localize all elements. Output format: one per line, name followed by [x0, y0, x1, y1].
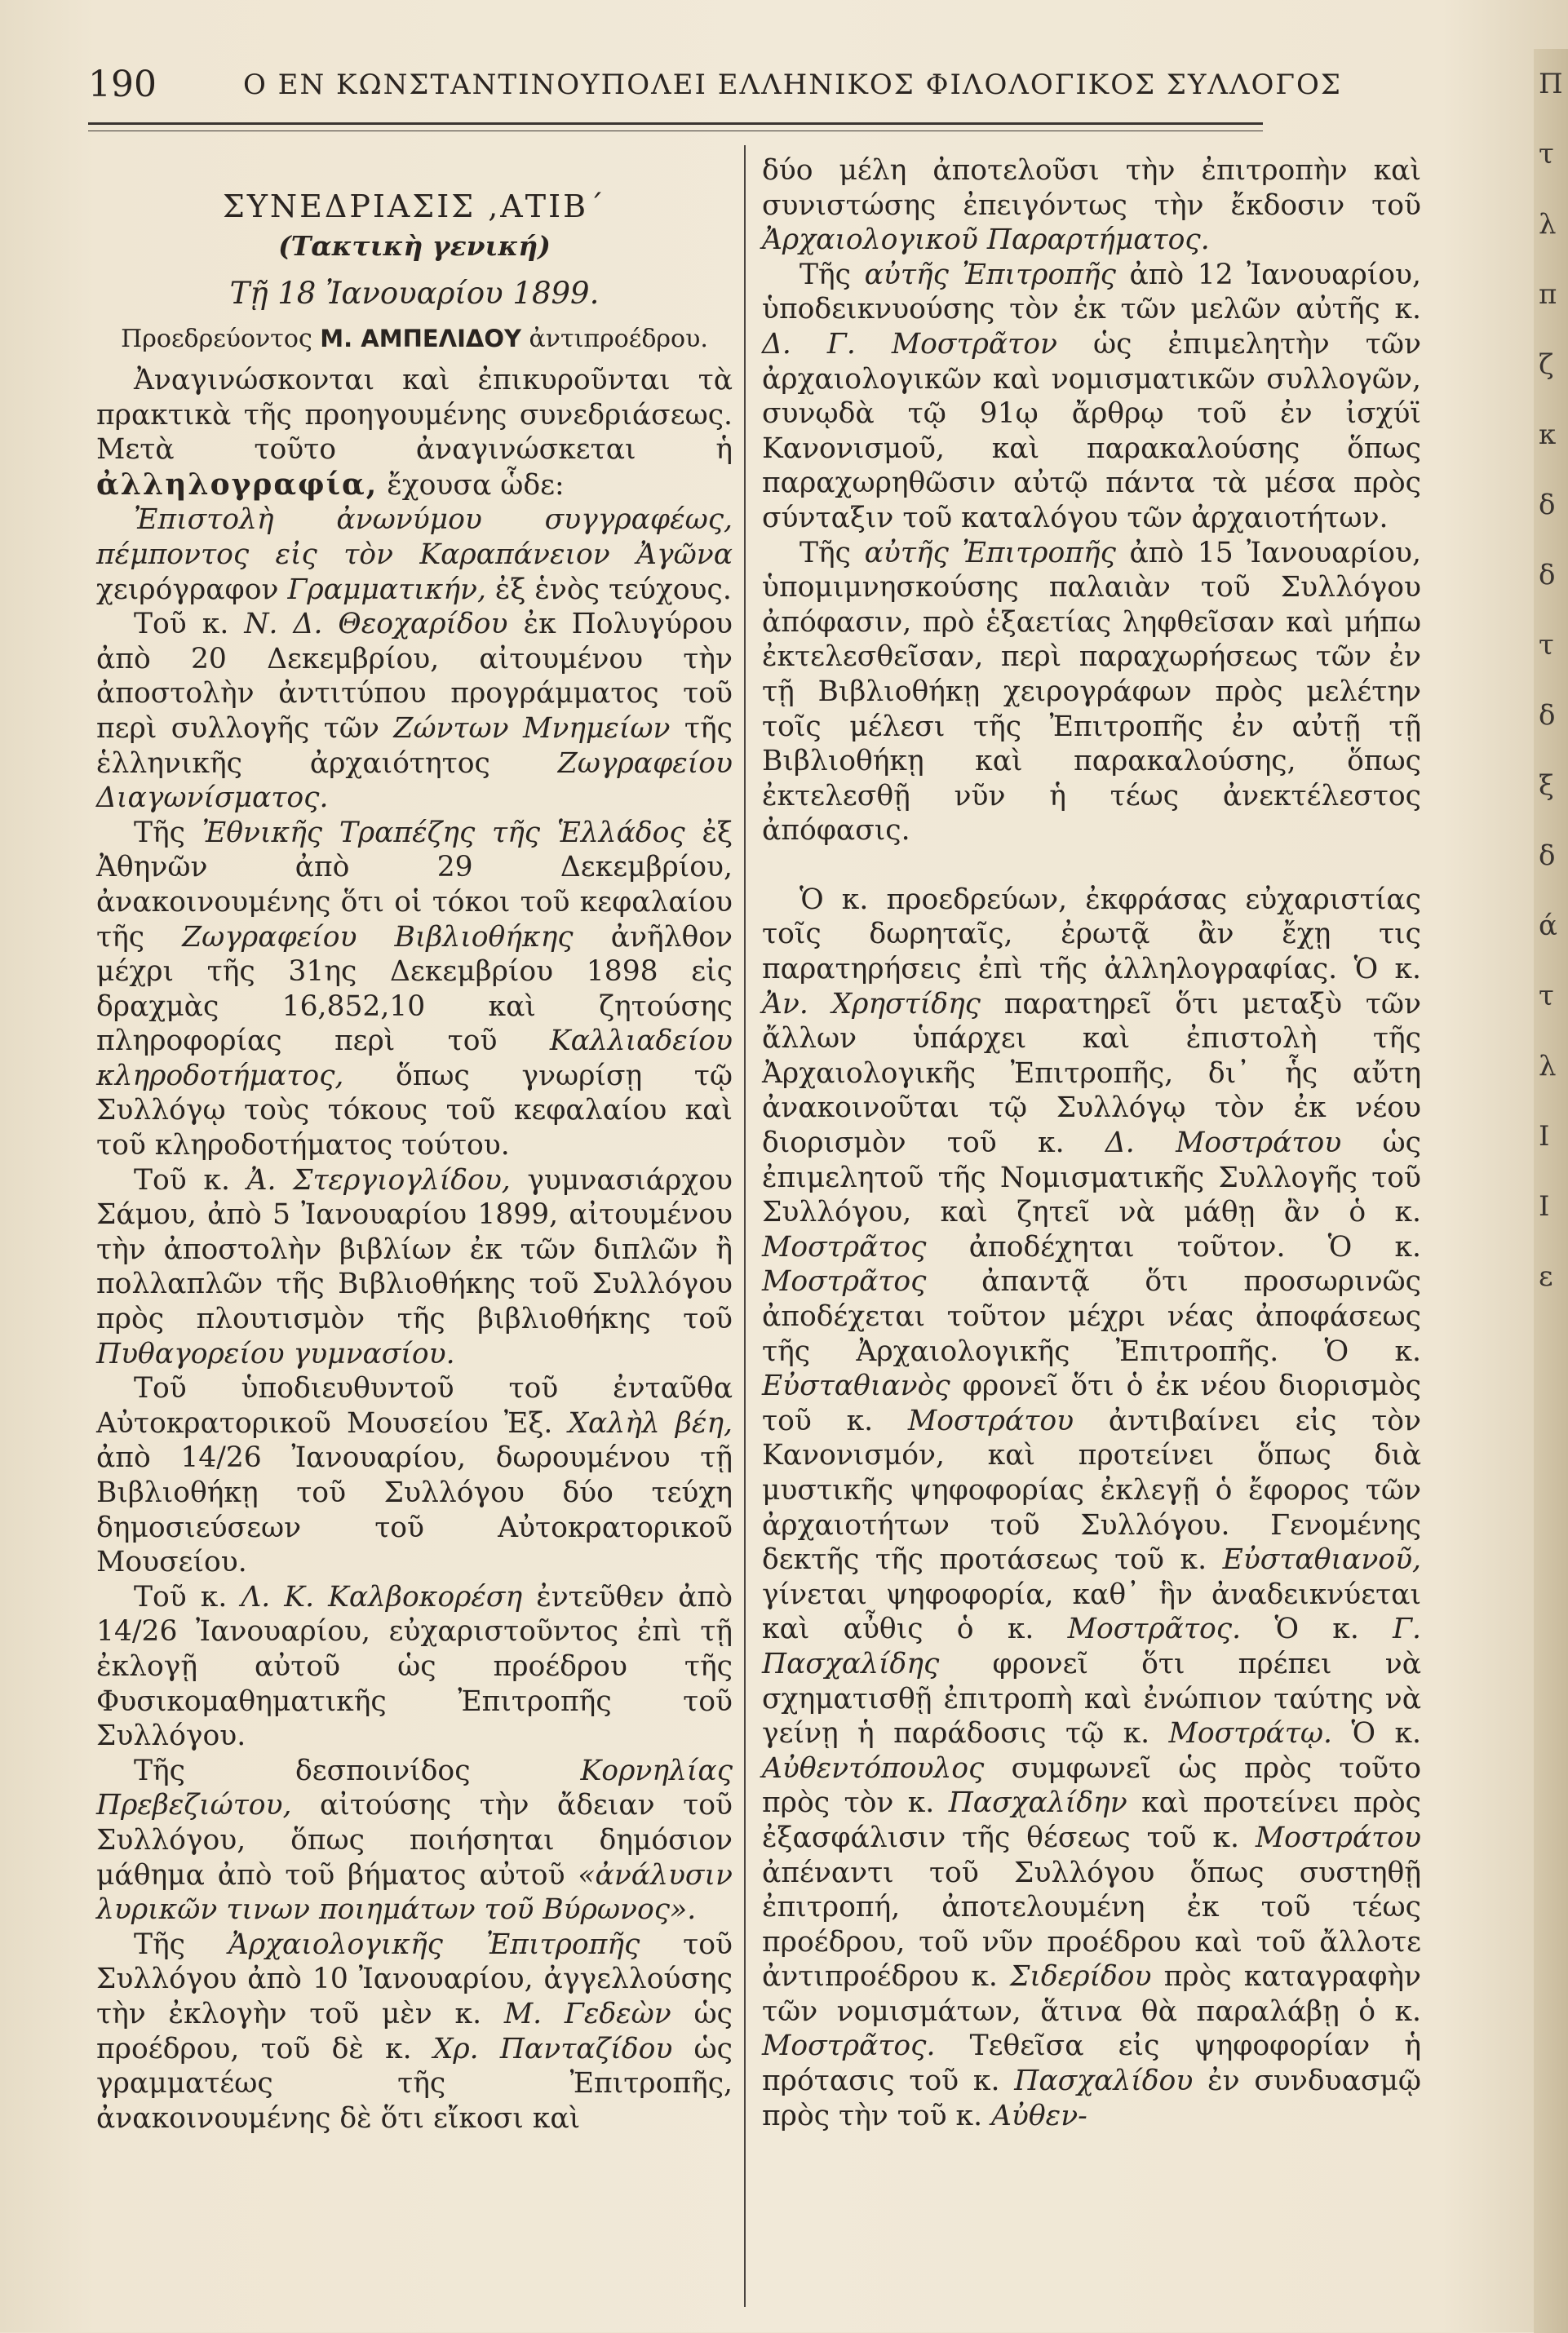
paragraph-letter-6 — [96, 1580, 733, 1754]
text: Τῆς — [800, 258, 852, 291]
text: ὡς προέδρου, τοῦ δὲ κ. — [96, 1997, 733, 2065]
text: παρατηρεῖ ὅτι μεταξὺ τῶν ἄλλων ὑπάρχει καὶ ἐπιστολὴ τῆς Ἀρχαιολογικῆς Ἐπιτροπῆς, δι᾿ ἧς αὔτη ἀνακοινοῦται τῷ Συλλόγῳ τὸν ἐκ νέου διορισμὸν τοῦ κ. — [762, 987, 1422, 1160]
edge-glyph: Ι — [1539, 1190, 1550, 1223]
facing-page-edge — [1534, 49, 1568, 2333]
italic-text: Ἀρχαιολογικοῦ Παραρτήματος. — [762, 224, 1210, 257]
paragraph-discussion — [762, 883, 1421, 2133]
paragraph-continued — [762, 153, 1421, 258]
italic-text: Λ. Κ. Καλβοκορέση — [241, 1580, 523, 1614]
paragraph-letter-10 — [762, 536, 1421, 848]
italic-text: Αὐθεντόπουλος — [762, 1751, 985, 1785]
italic-text: Εὐσταθιανὸς — [762, 1370, 950, 1403]
italic-text: Μοστράτου — [907, 1404, 1074, 1437]
paragraph-letter-3 — [96, 816, 733, 1163]
edge-glyph: π — [1539, 278, 1557, 311]
italic-text: Μοστρᾶτος — [762, 1265, 927, 1299]
text: ἀνῆλθον μέχρι τῆς 31ης Δεκεμβρίου 1898 εἰς δραχμὰς 16,852,10 καὶ ζητούσης πληροφορίας περὶ τοῦ — [96, 920, 733, 1058]
italic-text: «ἀνάλυσιν λυρικῶν τινων ποιημάτων τοῦ Βύρωνος». — [96, 1858, 733, 1927]
presiding-pre: Προεδρεύοντος — [121, 325, 312, 353]
paragraph-letter-1 — [96, 502, 733, 607]
session-subheading: (Τακτικὴ γενική) — [278, 230, 551, 262]
edge-glyph: Π — [1539, 68, 1563, 100]
italic-text: Εὐσταθιανοῦ, — [1222, 1543, 1422, 1577]
right-column — [762, 153, 1421, 2133]
text: ἀπὸ 12 Ἰανουαρίου, ὑποδεικνυούσης τὸν ἐκ τῶν μελῶν αὐτῆς κ. — [762, 258, 1421, 326]
edge-glyph: τ — [1539, 980, 1554, 1012]
edge-glyph: Ι — [1539, 1120, 1550, 1153]
edge-glyph: ε — [1539, 1260, 1553, 1293]
italic-text: Χρ. Πανταζίδου — [432, 2032, 673, 2065]
paragraph-letter-5 — [96, 1371, 733, 1580]
text: Τῆς — [800, 536, 852, 569]
text: ἀπὸ 14/26 Ἰανουαρίου, δωρουμένου τῇ Βιβλιοθήκῃ τοῦ Συλλόγου δύο τεύχη δημοσιεύσεων τοῦ Αὐτοκρατορικοῦ Μουσείου. — [96, 1441, 733, 1579]
text: ἀπὸ 15 Ἰανουαρίου, ὑπομιμνησκούσης παλαιὰν τοῦ Συλλόγου ἀπόφασιν, πρὸ ἑξαετίας ληφθεῖσαν καὶ μήπω ἐκτελεσθεῖσαν, περὶ παραχωρήσεως τῶν ἐν τῇ Βιβλιοθήκῃ χειρογράφων πρὸς μελέτην τοῖς μέλεσι τῆς Ἐπιτροπῆς ἐν αὐτῇ τῇ Βιβλιοθήκῃ καὶ παρακαλούσης, ὅπως ἐκτελεσθῇ νῦν ἡ τέως ἀνεκτέλεστος ἀπόφασις. — [762, 536, 1421, 848]
text: ἀποδέχηται τοῦτον. Ὁ κ. — [968, 1230, 1422, 1264]
running-title: Ο ΕΝ ΚΩΝΣΤΑΝΤΙΝΟΥΠΟΛΕΙ ΕΛΛΗΝΙΚΟΣ ΦΙΛΟΛΟΓΙΚΟΣ ΣΥΛΛΟΓΟΣ — [243, 69, 1342, 101]
italic-text: Χαλὴλ βέη, — [568, 1406, 733, 1440]
text: καὶ προτείνει πρὸς ἐξασφάλισιν τῆς θέσεως τοῦ κ. — [762, 1786, 1421, 1854]
text: φρονεῖ ὅτι ὁ ἐκ νέου διορισμὸς τοῦ κ. — [762, 1370, 1421, 1437]
paragraph-letter-2 — [96, 607, 733, 816]
page-number: 190 — [88, 64, 157, 105]
edge-glyph: κ — [1539, 418, 1557, 451]
text: συμφωνεῖ ὡς πρὸς τοῦτο πρὸς τὸν κ. — [762, 1751, 1421, 1820]
text: δύο μέλη ἀποτελοῦσι τὴν ἐπιτροπὴν καὶ συνιστώσης ἐπειγόντως τὴν ἔκδοσιν τοῦ — [762, 154, 1421, 222]
italic-text: Μοστρᾶτος. — [762, 2030, 936, 2063]
text: Τῆς — [134, 1928, 186, 1961]
text: γυμνασιάρχου Σάμου, ἀπὸ 5 Ἰανουαρίου 1899, αἰτουμένου τὴν ἀποστολὴν βιβλίων ἐκ τῶν διπλῶν ἢ πολλαπλῶν τῆς Βιβλιοθήκης τοῦ Συλλόγου πρὸς πλουτισμὸν τῆς βιβλιοθήκης τοῦ — [96, 1163, 733, 1336]
edge-glyph: τ — [1539, 138, 1554, 170]
italic-text: Δ. Μοστράτου — [1105, 1127, 1342, 1160]
italic-text: Μοστράτου — [1255, 1821, 1422, 1854]
header-rule-thick — [88, 122, 1263, 125]
italic-text: Ἐθνικῆς Τραπέζης τῆς Ἑλλάδος — [202, 816, 685, 849]
column-divider — [744, 145, 746, 2307]
text: ἀντιβαίνει εἰς τὸν Κανονισμόν, καὶ προτείνει ὅπως διὰ μυστικῆς ψηφοφορίας ἐκλεγῇ ὁ ἔφορος τῶν ἀρχαιοτήτων τοῦ Συλλόγου. Γενομένης δεκτῆς τῆς προτάσεως τοῦ κ. — [762, 1404, 1421, 1577]
italic-text: Πασχαλίδην — [948, 1786, 1127, 1820]
italic-text: αὐτῆς Ἐπιτροπῆς — [864, 258, 1116, 291]
text: ἀπέναντι τοῦ Συλλόγου ὅπως συστηθῇ ἐπιτροπή, ἀποτελουμένη ἐκ τοῦ τέως προέδρου, τοῦ νῦν προέδρου καὶ τοῦ ἄλλοτε ἀντιπροέδρου κ. — [762, 1856, 1421, 1994]
italic-text: Μ. Γεδεὼν — [503, 1997, 671, 2030]
text: Τεθεῖσα εἰς ψηφοφορίαν ἡ πρότασις τοῦ κ. — [762, 2030, 1422, 2098]
italic-text: Πυθαγορείου γυμνασίου. — [96, 1337, 455, 1370]
page-header — [88, 64, 1342, 113]
text: τοῦ Συλλόγου ἀπὸ 10 Ἰανουαρίου, ἀγγελλούσης τὴν ἐκλογὴν τοῦ μὲν κ. — [96, 1928, 733, 2030]
text: ἐντεῦθεν ἀπὸ 14/26 Ἰανουαρίου, εὐχαριστοῦντος ἐπὶ τῇ ἐκλογῇ αὐτοῦ ὡς προέδρου τῆς Φυσικομαθηματικῆς Ἐπιτροπῆς τοῦ Συλλόγου. — [96, 1580, 733, 1753]
italic-text: Ἀν. Χρηστίδης — [762, 987, 981, 1020]
text: ἀπαντᾷ ὅτι προσωρινῶς ἀποδέχεται τοῦτον μέχρι νέας ἀποφάσεως τῆς Ἀρχαιολογικῆς Ἐπιτροπῆς. Ὁ κ. — [762, 1265, 1422, 1368]
italic-text: Αὐθεν- — [991, 2099, 1087, 2132]
italic-text: Σιδερίδου — [1010, 1960, 1152, 1994]
text: ὅπως γνωρίσῃ τῷ Συλλόγῳ τοὺς τόκους τοῦ κεφαλαίου καὶ τοῦ κληροδοτήματος τούτου. — [96, 1059, 733, 1162]
edge-glyph: δ — [1539, 699, 1556, 732]
presiding-post: ἀντιπροέδρου. — [529, 325, 708, 353]
edge-glyph: ξ — [1539, 769, 1554, 802]
text: ἐν συνδυασμῷ πρὸς τὴν τοῦ κ. — [762, 2065, 1422, 2132]
text: ὡς γραμματέως τῆς Ἐπιτροπῆς, ἀνακοινουμένης δὲ ὅτι εἴκοσι καὶ — [96, 2032, 733, 2135]
edge-glyph: ζ — [1539, 348, 1554, 381]
text: αἰτούσης τὴν ἄδειαν τοῦ Συλλόγου, ὅπως ποιήσηται δημόσιον μάθημα ἀπὸ τοῦ βήματος αὐτοῦ — [96, 1789, 733, 1892]
text: Τοῦ κ. — [134, 1580, 228, 1614]
italic-text: Μοστρᾶτος — [762, 1230, 927, 1264]
italic-text: Ζώντων Μνημείων — [393, 711, 671, 745]
text: πρὸς καταγραφὴν τῶν νομισμάτων, ἅτινα θὰ παραλάβῃ ὁ κ. — [762, 1960, 1422, 2028]
edge-glyph: ά — [1539, 910, 1557, 942]
italic-text: Δ. Γ. Μοστρᾶτον — [762, 327, 1057, 361]
text: Ὁ κ. προεδρεύων, ἐκφράσας εὐχαριστίας τοῖς δωρηταῖς, ἐρωτᾷ ἂν ἔχῃ τις παρατηρήσεις ἐπὶ τῆς ἀλληλογραφίας. Ὁ κ. — [762, 883, 1421, 986]
left-column — [96, 153, 733, 2136]
italic-text: Ζωγραφείου Διαγωνίσματος. — [96, 746, 733, 815]
text: Τοῦ κ. — [134, 1163, 230, 1197]
italic-text: Κορνηλίας Πρεβεζιώτου, — [96, 1754, 733, 1822]
edge-glyph: δ — [1539, 839, 1556, 872]
italic-text: αὐτῆς Ἐπιτροπῆς — [864, 536, 1116, 569]
text: ἐκ Πολυγύρου ἀπὸ 20 Δεκεμβρίου, αἰτουμένου τὴν ἀποστολὴν ἀντιτύπου προγράμματος τοῦ περὶ συλλογῆς τῶν — [96, 608, 733, 745]
text: ἔχουσα ὧδε: — [387, 468, 565, 502]
italic-text: Καλλιαδείου κληροδοτήματος, — [96, 1025, 733, 1092]
session-heading: ΣΥΝΕΔΡΙΑΣΙΣ ,ΑΤΙΒ΄ — [222, 188, 607, 224]
italic-text: Μοστρᾶτος. — [1067, 1613, 1242, 1646]
presiding-line — [96, 317, 733, 361]
paragraph-letter-8 — [96, 1928, 733, 2136]
text: χειρόγραφον — [96, 573, 279, 606]
italic-text: Γραμματικήν, — [287, 573, 486, 606]
text: Ὁ κ. — [1274, 1613, 1359, 1646]
text: Τῆς — [134, 816, 186, 849]
italic-text: Ζωγραφείου Βιβλιοθήκης — [182, 920, 574, 954]
paragraph-letter-9 — [762, 258, 1421, 536]
text: Τῆς δεσποινίδος — [134, 1754, 471, 1787]
text: Τοῦ ὑποδιευθυντοῦ τοῦ ἐνταῦθα Αὐτοκρατορικοῦ Μουσείου Ἐξ. — [96, 1372, 733, 1440]
italic-text: Ν. Δ. Θεοχαρίδου — [244, 608, 508, 641]
text: ὡς ἐπιμελητὴν τῶν ἀρχαιολογικῶν καὶ νομισματικῶν συλλογῶν, συνῳδὰ τῷ 91ῳ ἄρθρῳ τοῦ ἐν ἰσχύϊ Κανονισμοῦ, καὶ παρακαλούσης ὅπως παραχωρηθῶσιν αὐτῷ πάντα τὰ μέσα πρὸς σύνταξιν τοῦ καταλόγου τῶν ἀρχαιοτήτων. — [762, 327, 1421, 534]
paragraph-letter-7 — [96, 1754, 733, 1928]
correspondence-term: ἀλληλογραφία, — [96, 467, 379, 502]
italic-text: Ἀ. Στεργιογλίδου, — [246, 1163, 511, 1197]
text: Ὁ κ. — [1351, 1717, 1421, 1751]
italic-text: Ἀρχαιολογικῆς Ἐπιτροπῆς — [228, 1928, 640, 1961]
text: ὡς ἐπιμελητοῦ τῆς Νομισματικῆς Συλλογῆς τοῦ Συλλόγου, καὶ ζητεῖ νὰ μάθῃ ἂν ὁ κ. — [762, 1127, 1422, 1229]
session-date: Τῇ 18 Ἰανουαρίου 1899. — [229, 276, 600, 311]
italic-text: Καραπάνειον Ἀγῶνα — [419, 538, 733, 571]
paragraph-reading-minutes — [96, 363, 733, 502]
edge-glyph: λ — [1539, 1050, 1557, 1082]
edge-glyph: δ — [1539, 559, 1556, 591]
italic-text: Ἐπιστολὴ ἀνωνύμου συγγραφέως, πέμποντος εἰς τὸν — [96, 503, 733, 571]
italic-text: Μοστράτῳ. — [1168, 1717, 1333, 1751]
edge-glyph: τ — [1539, 629, 1554, 662]
paragraph-letter-4 — [96, 1163, 733, 1372]
text: ἐξ Ἀθηνῶν ἀπὸ 29 Δεκεμβρίου, ἀνακοινουμένης ὅτι οἱ τόκοι τοῦ κεφαλαίου τῆς — [96, 816, 733, 954]
presiding-name: Μ. ΑΜΠΕΛΙΔΟΥ — [320, 325, 521, 352]
text: Ἀναγινώσκονται καὶ ἐπικυροῦνται τὰ πρακτικὰ τῆς προηγουμένης συνεδριάσεως. Μετὰ τοῦτο ἀναγινώσκεται ἡ — [96, 364, 733, 467]
text: φρονεῖ ὅτι πρέπει νὰ σχηματισθῇ ἐπιτροπὴ καὶ ἐνώπιον ταύτης νὰ γείνῃ ἡ παράδοσις τῷ κ. — [762, 1647, 1421, 1751]
text: ἐξ ἑνὸς τεύχους. — [494, 573, 732, 606]
text: γίνεται ψηφοφορία, καθ᾿ ἣν ἀναδεικνύεται καὶ αὖθις ὁ κ. — [762, 1578, 1421, 1646]
edge-glyph: δ — [1539, 489, 1556, 521]
edge-glyph: λ — [1539, 208, 1557, 241]
text: τῆς ἑλληνικῆς ἀρχαιότητος — [96, 711, 733, 780]
italic-text: Γ. Πασχαλίδης — [762, 1613, 1421, 1680]
italic-text: Πασχαλίδου — [1014, 2065, 1194, 2098]
text: Τοῦ κ. — [134, 608, 229, 641]
